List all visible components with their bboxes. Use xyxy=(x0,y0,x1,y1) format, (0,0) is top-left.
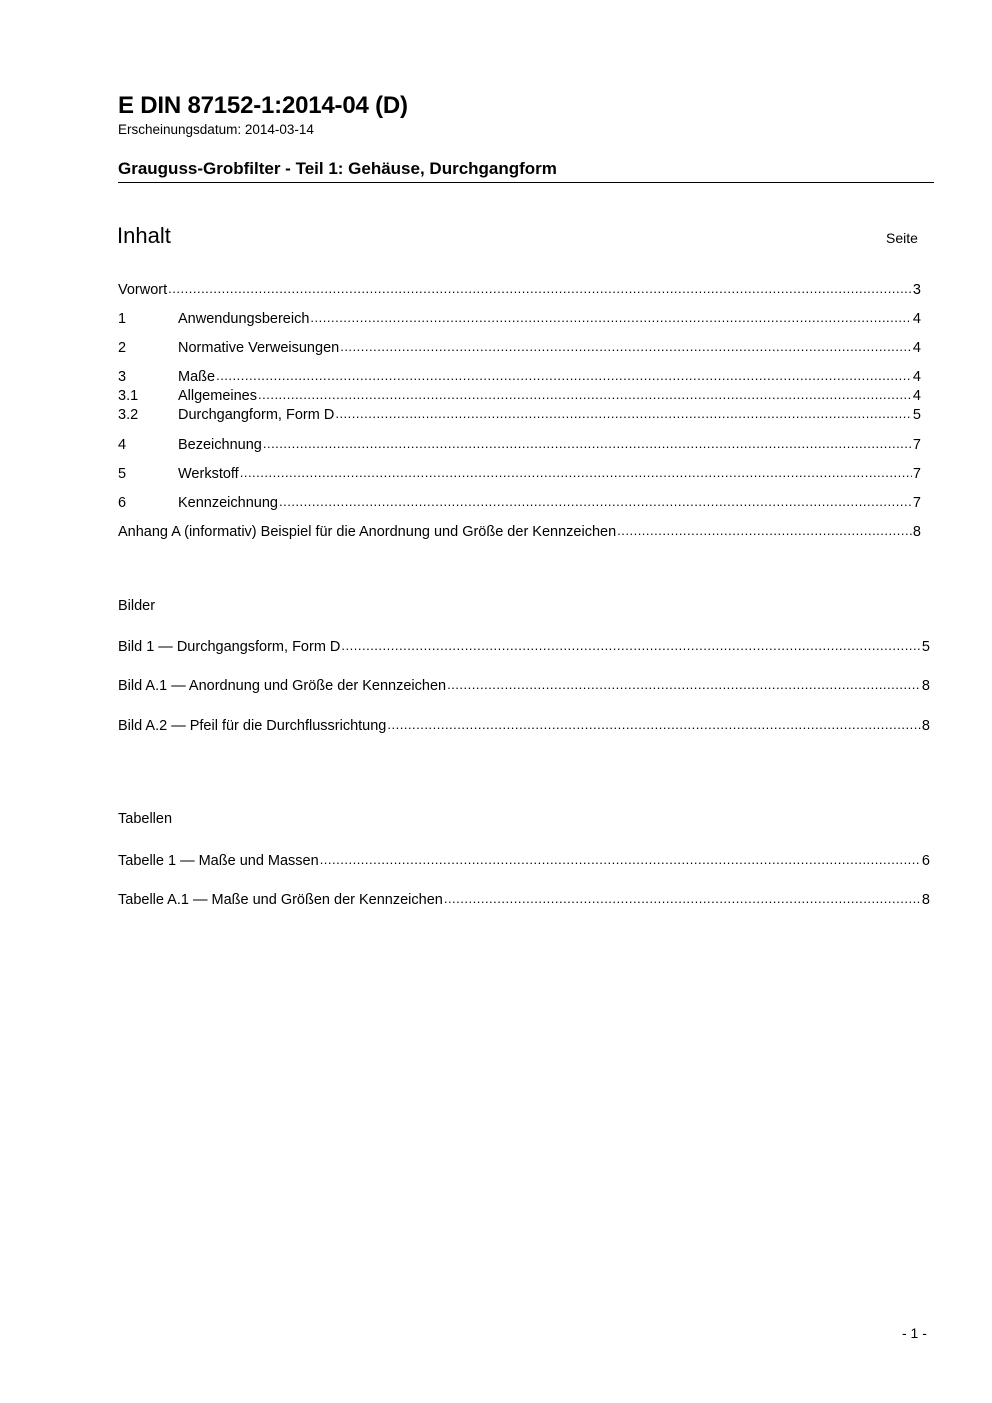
toc-entry-5[interactable] xyxy=(118,463,921,482)
leader-dots xyxy=(279,492,912,507)
toc-entry-page: 3 xyxy=(912,281,921,298)
toc-entry-page: 8 xyxy=(912,523,921,540)
toc-entry-page: 7 xyxy=(912,465,921,482)
leader-dots xyxy=(240,463,912,478)
toc-entry-4[interactable] xyxy=(118,434,921,453)
toc-entry-page: 7 xyxy=(912,436,921,453)
page-number: - 1 - xyxy=(902,1325,927,1341)
figure-entry-title: Bild A.1 — Anordnung und Größe der Kennzeichen xyxy=(118,677,447,694)
leader-dots xyxy=(263,434,912,449)
toc-entry-1[interactable] xyxy=(118,308,921,327)
leader-dots xyxy=(387,715,921,730)
figure-entry-a2[interactable] xyxy=(118,715,930,734)
table-entry-a1[interactable] xyxy=(118,889,930,908)
toc-entry-title: Werkstoff xyxy=(178,465,239,482)
leader-dots xyxy=(258,385,912,400)
toc-page-column-label: Seite xyxy=(886,230,918,246)
figure-entry-1[interactable] xyxy=(118,636,930,655)
toc-entry-3[interactable] xyxy=(118,366,921,385)
leader-dots xyxy=(447,675,921,690)
toc-entry-title: Normative Verweisungen xyxy=(178,339,340,356)
table-entry-1[interactable] xyxy=(118,850,930,869)
figure-entry-page: 5 xyxy=(921,638,930,655)
table-entry-title: Tabelle 1 — Maße und Massen xyxy=(118,852,319,869)
toc-entry-number: 3 xyxy=(118,368,127,385)
toc-entry-page: 7 xyxy=(912,494,921,511)
toc-entry-annex-a[interactable] xyxy=(118,521,921,540)
toc-entry-number: 6 xyxy=(118,494,127,511)
table-entry-page: 6 xyxy=(921,852,930,869)
toc-entry-title: Anwendungsbereich xyxy=(178,310,310,327)
toc-entry-2[interactable] xyxy=(118,337,921,356)
toc-entry-title: Kennzeichnung xyxy=(178,494,278,511)
toc-entry-number: 5 xyxy=(118,465,127,482)
toc-entry-title: Durchgangform, Form D xyxy=(178,406,335,423)
document-title: Grauguss-Grobfilter - Teil 1: Gehäuse, Durchgangform xyxy=(118,159,557,178)
toc-entry-title: Bezeichnung xyxy=(178,436,262,453)
leader-dots xyxy=(340,337,912,352)
toc-entry-number: 3.1 xyxy=(118,387,139,404)
figure-entry-page: 8 xyxy=(921,677,930,694)
table-entry-title: Tabelle A.1 — Maße und Größen der Kennzeichen xyxy=(118,891,443,908)
toc-entry-page: 4 xyxy=(912,310,921,327)
title-divider xyxy=(118,182,934,183)
toc-entry-title: Anhang A (informativ) Beispiel für die Anordnung und Größe der Kennzeichen xyxy=(118,523,617,540)
leader-dots xyxy=(310,308,912,323)
leader-dots xyxy=(216,366,912,381)
figure-entry-a1[interactable] xyxy=(118,675,930,694)
toc-entry-page: 5 xyxy=(912,406,921,423)
figure-entry-title: Bild 1 — Durchgangsform, Form D xyxy=(118,638,341,655)
figure-entry-page: 8 xyxy=(921,717,930,734)
document-id: E DIN 87152-1:2014-04 (D) xyxy=(118,92,408,119)
toc-entry-page: 4 xyxy=(912,368,921,385)
toc-entry-title: Allgemeines xyxy=(178,387,257,404)
leader-dots xyxy=(320,850,921,865)
toc-entry-title: Vorwort xyxy=(118,281,168,298)
toc-entry-3-2[interactable] xyxy=(118,404,921,423)
figures-heading: Bilder xyxy=(118,598,156,614)
leader-dots xyxy=(617,521,912,536)
toc-entry-6[interactable] xyxy=(118,492,921,511)
figure-entry-title: Bild A.2 — Pfeil für die Durchflussrichtung xyxy=(118,717,387,734)
toc-entry-title: Maße xyxy=(178,368,216,385)
table-entry-page: 8 xyxy=(921,891,930,908)
toc-entry-number: 3.2 xyxy=(118,406,139,423)
tables-heading: Tabellen xyxy=(118,811,173,827)
toc-entry-3-1[interactable] xyxy=(118,385,921,404)
toc-entry-page: 4 xyxy=(912,387,921,404)
toc-entry-number: 4 xyxy=(118,436,127,453)
leader-dots xyxy=(168,279,912,294)
toc-entry-vorwort[interactable] xyxy=(118,279,921,298)
leader-dots xyxy=(335,404,912,419)
toc-heading: Inhalt xyxy=(117,223,171,248)
toc-entry-number: 2 xyxy=(118,339,127,356)
leader-dots xyxy=(444,889,921,904)
leader-dots xyxy=(341,636,921,651)
publication-date: Erscheinungsdatum: 2014-03-14 xyxy=(118,122,314,137)
toc-entry-page: 4 xyxy=(912,339,921,356)
toc-entry-number: 1 xyxy=(118,310,127,327)
